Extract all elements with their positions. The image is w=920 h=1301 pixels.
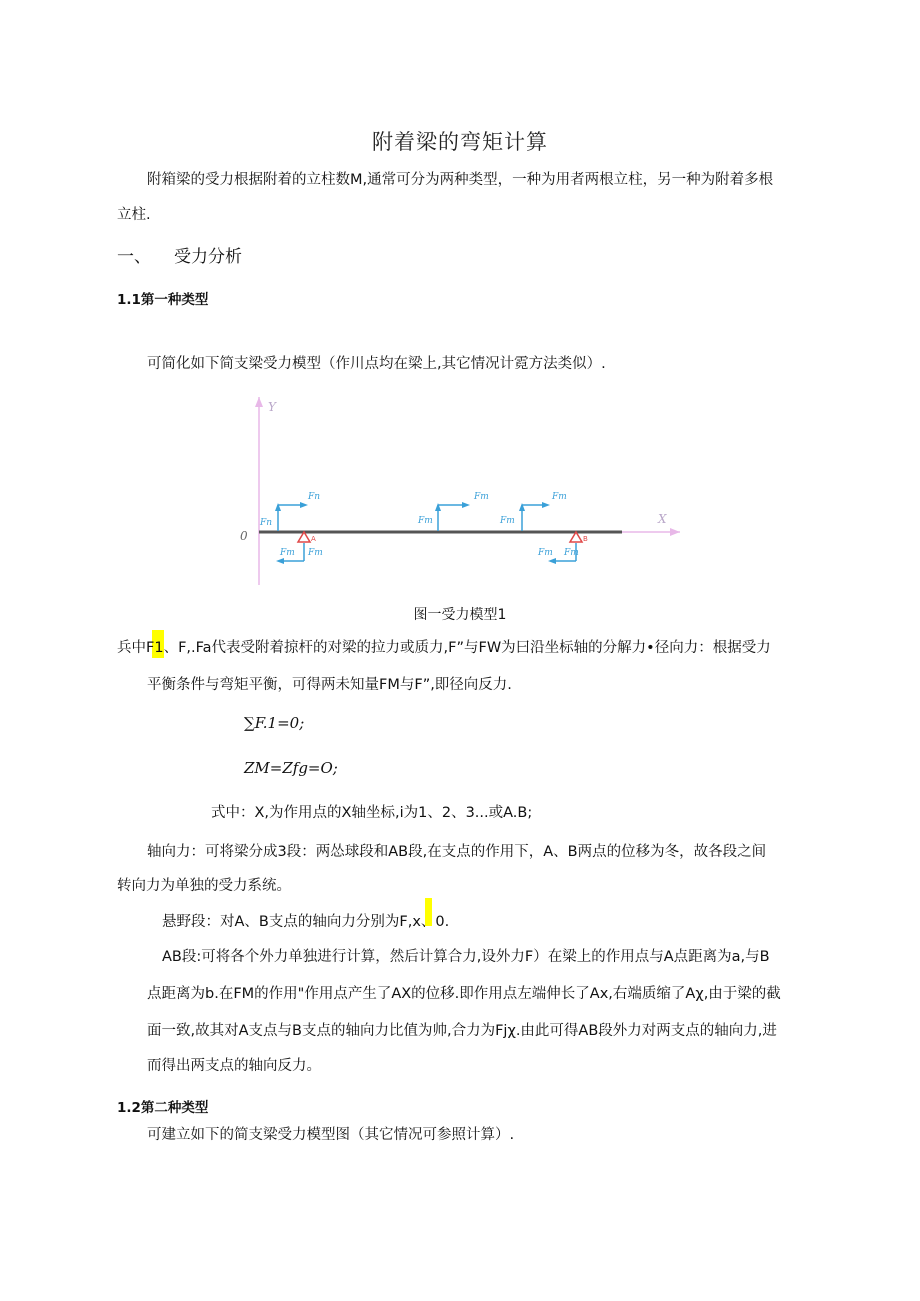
force-2-label-h: Fm: [474, 492, 489, 502]
force-group-2: [438, 505, 466, 531]
force-2-right-arrow-icon: [462, 502, 470, 508]
x-axis-arrow-icon: [670, 528, 680, 536]
figure-caption: 图一受力模型1: [413, 607, 507, 623]
forces-line-2: 平衡条件与弯矩平衡，可得两未知量FM与F”,即径向反力.: [147, 677, 512, 693]
axial-line-1: 轴向力：可将梁分成3段：两怂球段和AB段,在支点的作用下，A、B两点的位移为冬，故各段之间: [147, 844, 767, 860]
force-1-right-arrow-icon: [300, 502, 308, 508]
origin-label: 0: [240, 529, 248, 543]
intro-line-1: 附箱梁的受力根据附着的立柱数M,通常可分为两种类型，一种为用者两根立柱，另一种为附着多根: [147, 172, 774, 188]
force-3-label-v: Fm: [500, 516, 515, 526]
force-1-up-arrow-icon: [275, 503, 281, 511]
intro-line-2: 立柱.: [117, 207, 151, 223]
force-group-3: [522, 505, 546, 531]
page-title: 附着梁的弯矩计算: [372, 130, 548, 154]
equation-moment-sum: ZM=Zfg=O;: [244, 759, 338, 777]
force-1-label-v: Fn: [260, 518, 273, 528]
subsection-1-1: 1.1第一种类型: [117, 292, 209, 308]
model2-paragraph: 可建立如下的简支梁受力模型图（其它情况可参照计算）.: [147, 1127, 515, 1143]
reaction-b-label-v: Fm: [564, 548, 579, 558]
where-paragraph: 式中：X,为作用点的X轴坐标,i为1、2、3...或A.B;: [211, 805, 533, 821]
y-axis-label: Y: [268, 400, 276, 414]
forces-line-1: 兵中F1、F,.Fa代表受附着掠杆的对梁的拉力或质力,F”与FW为曰沿坐标轴的分解力•径向力：根据受力: [117, 640, 771, 656]
force-1-label-h: Fn: [308, 492, 321, 502]
reaction-a-label-h: Fm: [280, 548, 295, 558]
reaction-a-label-v: Fm: [308, 548, 323, 558]
cantilever-paragraph: 悬野段：对A、B支点的轴向力分别为F,x、0.: [162, 914, 450, 930]
force-3-right-arrow-icon: [542, 502, 550, 508]
ab-line-4: 而得出两支点的轴向反力。: [147, 1058, 321, 1074]
reaction-b-label-h: Fm: [538, 548, 553, 558]
force-model-diagram: [230, 393, 690, 593]
axial-line-2: 转向力为单独的受力系统。: [117, 878, 291, 894]
model-paragraph: 可简化如下简支梁受力模型（作川点均在梁上,其它情况计霓方法类似）.: [147, 356, 606, 372]
force-3-label-h: Fm: [552, 492, 567, 502]
force-3-up-arrow-icon: [519, 503, 525, 511]
force-2-label-v: Fm: [418, 516, 433, 526]
section-1-number: 一、: [117, 247, 151, 267]
subsection-1-2: 1.2第二种类型: [117, 1100, 209, 1116]
ab-line-1: AB段:可将各个外力单独进行计算，然后计算合力,设外力F）在梁上的作用点与A点距离为a,与B: [162, 949, 770, 965]
reaction-b-left-arrow-icon: [548, 558, 556, 564]
y-axis-arrow-icon: [255, 397, 263, 407]
x-axis-label: X: [658, 512, 667, 526]
ab-line-3: 面一致,故其对A支点与B支点的轴向力比值为帅,合力为Fjχ.由此可得AB段外力对两支点的轴向力,进: [147, 1023, 777, 1039]
equation-force-sum: ∑F.1=0;: [244, 714, 305, 732]
support-b-label: B: [583, 535, 588, 543]
force-group-1: [278, 505, 304, 531]
support-a-label: A: [311, 535, 316, 543]
section-1-title: 受力分析: [174, 247, 242, 267]
reaction-a-left-arrow-icon: [276, 558, 284, 564]
ab-line-2: 点距离为b.在FM的作用"作用点产生了AX的位移.即作用点左端伸长了Ax,右端质缩了Aχ,由于梁的截: [147, 986, 781, 1002]
force-2-up-arrow-icon: [435, 503, 441, 511]
